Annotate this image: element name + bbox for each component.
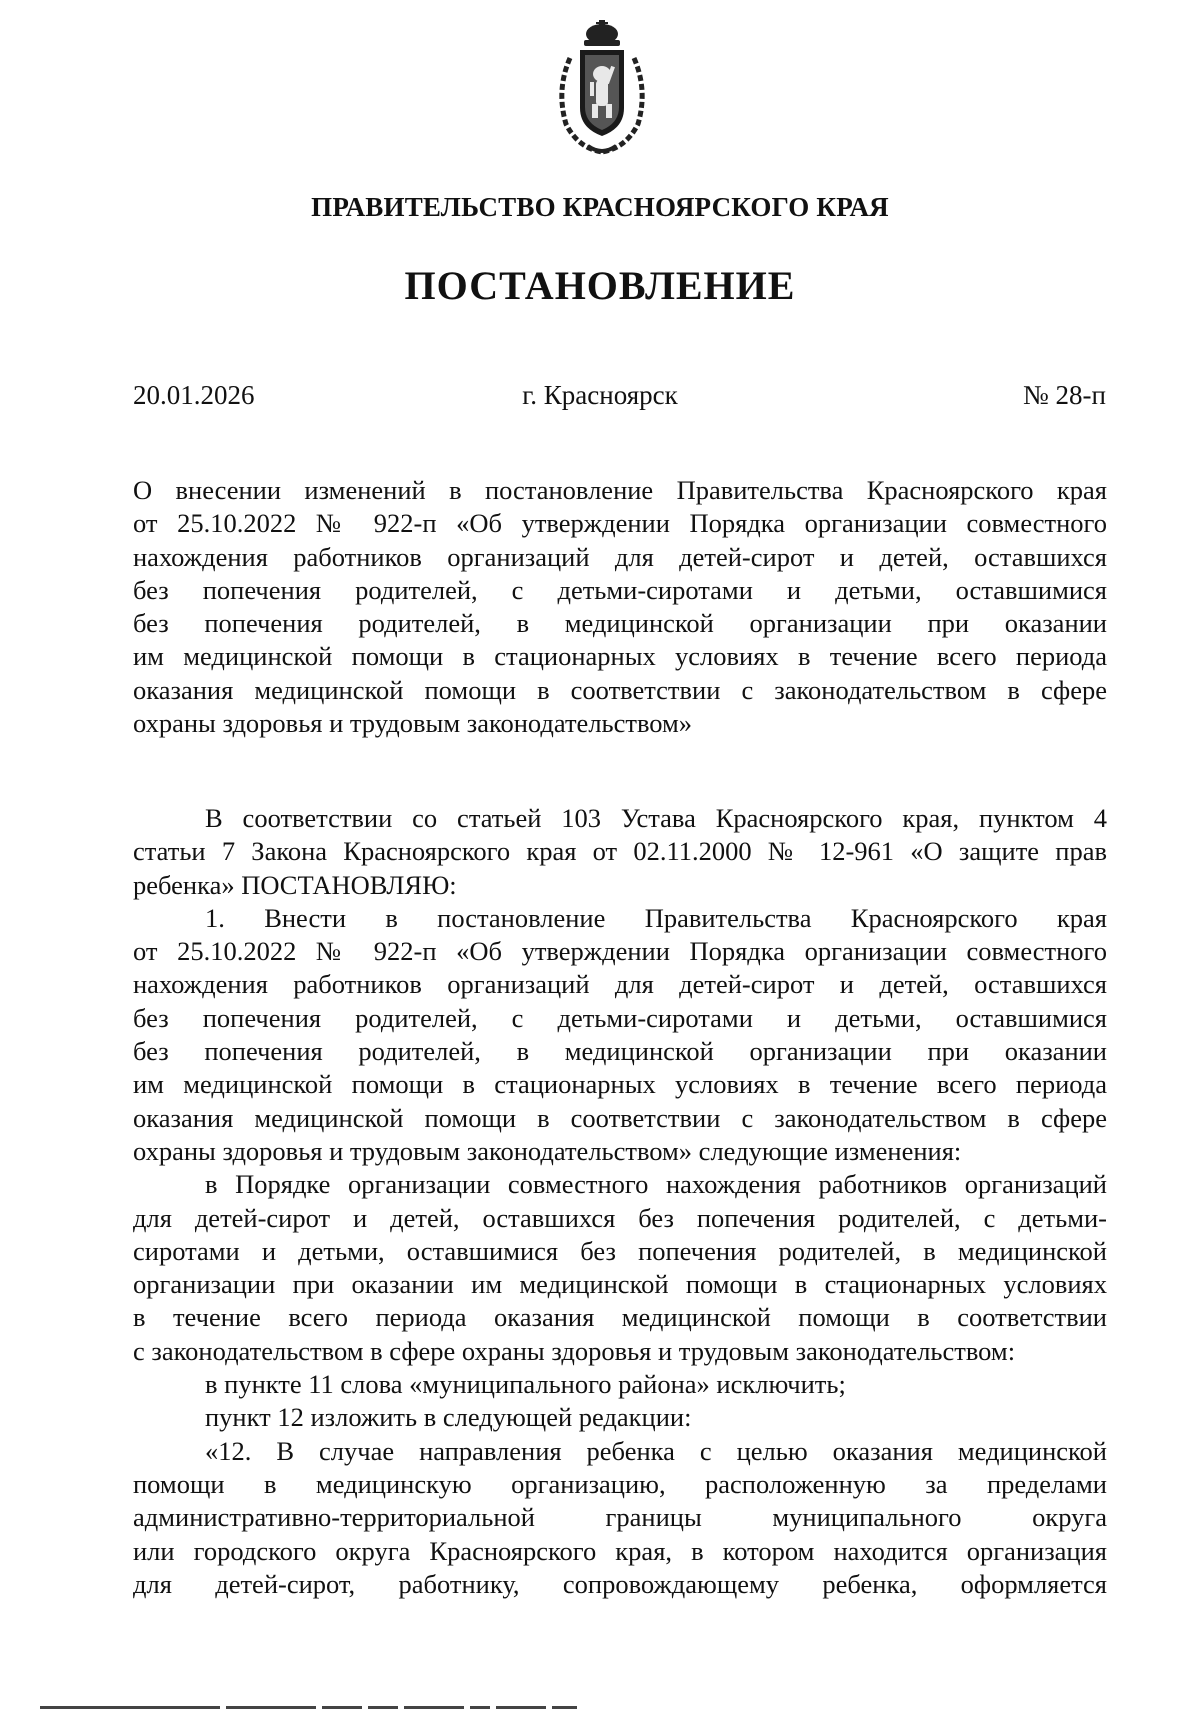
body-line: для детей-сирот, работнику, сопровождающему ребенка, оформляется (133, 1568, 1107, 1599)
body-line: в пункте 11 слова «муниципального района» исключить; (205, 1369, 846, 1400)
body-line: 1. Внести в постановление Правительства Красноярского края (205, 902, 1107, 933)
title-line: без попечения родителей, в медицинской организации при оказании (133, 608, 1107, 639)
body-line: им медицинской помощи в стационарных условиях в течение всего периода (133, 1069, 1107, 1100)
body-line: организации при оказании им медицинской помощи в стационарных условиях (133, 1269, 1107, 1300)
document-type: ПОСТАНОВЛЕНИЕ (404, 263, 796, 308)
title-line: без попечения родителей, с детьми-сиротами и детьми, оставшимися (133, 574, 1107, 605)
body-line: нахождения работников организаций для детей-сирот и детей, оставшихся (133, 969, 1107, 1000)
document-date: 20.01.2026 (133, 380, 255, 410)
body-line: административно-территориальной границы муниципального округа (133, 1502, 1107, 1533)
body-line: сиротами и детьми, оставшимися без попечения родителей, в медицинской (133, 1235, 1107, 1266)
body-line: В соответствии со статьей 103 Устава Красноярского края, пунктом 4 (205, 803, 1107, 833)
body-line: охраны здоровья и трудовым законодательством» следующие изменения: (133, 1135, 962, 1166)
document-body (133, 802, 1107, 1601)
body-line: с законодательством в сфере охраны здоровья и трудовым законодательством: (133, 1335, 1016, 1366)
title-line: охраны здоровья и трудовым законодательством» (133, 708, 693, 739)
body-line: помощи в медицинскую организацию, расположенную за пределами (133, 1468, 1107, 1499)
document-number: № 28-п (1023, 380, 1106, 410)
body-line: без попечения родителей, в медицинской организации при оказании (133, 1036, 1107, 1067)
body-line: в Порядке организации совместного нахождения работников организаций (205, 1169, 1107, 1200)
organization-name: ПРАВИТЕЛЬСТВО КРАСНОЯРСКОГО КРАЯ (311, 192, 889, 222)
body-line: или городского округа Красноярского края, в котором находится организация (133, 1535, 1107, 1566)
title-line: от 25.10.2022 № 922-п «Об утверждении Порядка организации совместного (133, 508, 1107, 539)
page-bottom-rule (40, 1706, 1150, 1710)
document-city: г. Красноярск (522, 380, 678, 410)
body-line: оказания медицинской помощи в соответствии с законодательством в сфере (133, 1102, 1107, 1133)
title-line: О внесении изменений в постановление Правительства Красноярского края (133, 475, 1107, 505)
body-line: в течение всего периода оказания медицинской помощи в соответствии (133, 1302, 1107, 1333)
document-title (133, 474, 1107, 740)
title-line: оказания медицинской помощи в соответствии с законодательством в сфере (133, 674, 1107, 705)
body-line: статьи 7 Закона Красноярского края от 02.11.2000 № 12-961 «О защите прав (133, 836, 1107, 867)
body-line: «12. В случае направления ребенка с целью оказания медицинской (205, 1435, 1107, 1466)
coat-of-arms-icon (552, 20, 652, 158)
body-line: пункт 12 изложить в следующей редакции: (205, 1402, 692, 1433)
title-line: нахождения работников организаций для детей-сирот и детей, оставшихся (133, 541, 1107, 572)
title-line: им медицинской помощи в стационарных условиях в течение всего периода (133, 641, 1107, 672)
body-line: без попечения родителей, с детьми-сиротами и детьми, оставшимися (133, 1002, 1107, 1033)
body-line: ребенка» ПОСТАНОВЛЯЮ: (133, 869, 457, 900)
body-line: от 25.10.2022 № 922-п «Об утверждении Порядка организации совместного (133, 936, 1107, 967)
body-line: для детей-сирот и детей, оставшихся без попечения родителей, с детьми- (133, 1202, 1107, 1233)
